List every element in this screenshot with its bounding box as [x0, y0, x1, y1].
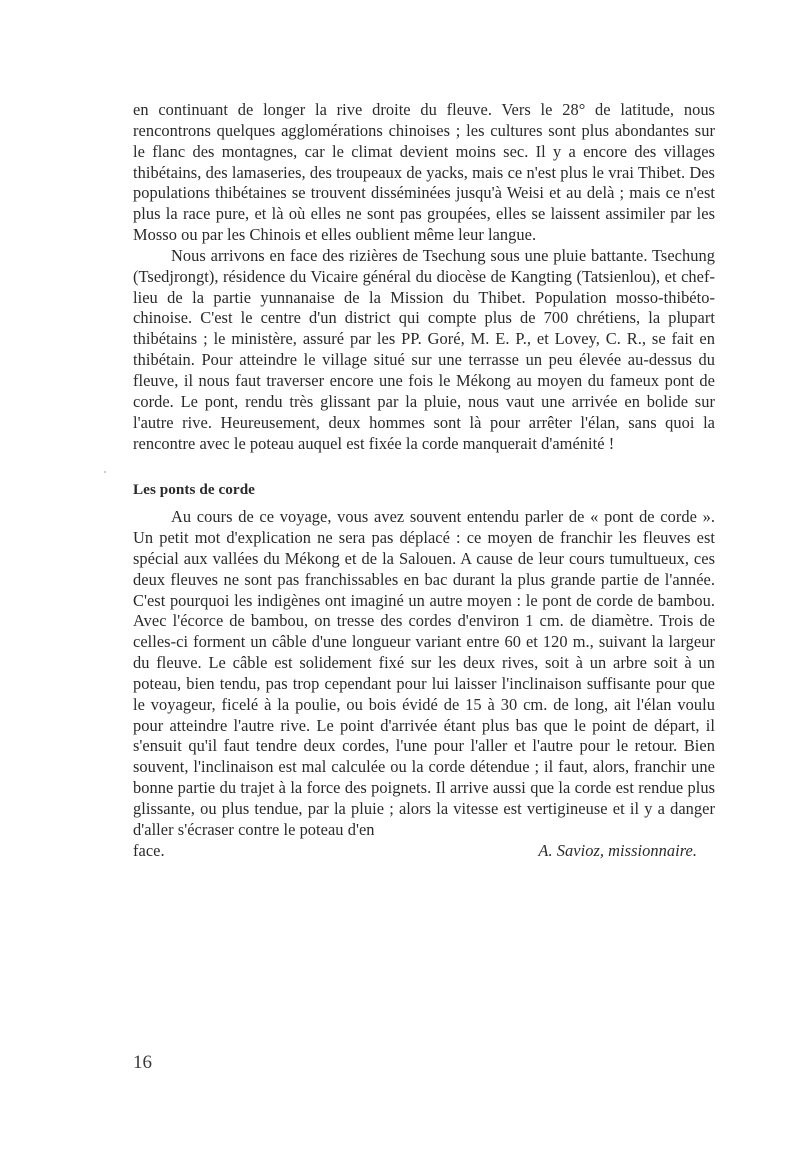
last-word: face. — [133, 840, 165, 860]
page-number: 16 — [133, 1052, 152, 1073]
author-signature: A. Savioz, missionnaire. — [538, 840, 697, 860]
body-text — [133, 100, 715, 862]
closing-line — [133, 841, 715, 862]
paragraph-1: en continuant de longer la rive droite du fleuve. Vers le 28° de latitude, nous rencontrons quelques agglomérations chinoises ; les cultures sont plus abondantes sur le flanc des montagnes, car le climat devient moins sec. Il y a encore des villages thibétains, des lamaseries, des troupeaux de yacks, mais ce n'est plus le vrai Thibet. Des populations thibétaines se trouvent disséminées jusqu'à Weisi et au delà ; mais ce n'est plus la race pure, et là où elles ne sont pas groupées, elles se laissent assimiler par les Mosso ou par les Chinois et elles oublient même leur langue. — [133, 100, 715, 245]
section-heading: Les ponts de corde — [133, 481, 255, 499]
paragraph-3: Au cours de ce voyage, vous avez souvent entendu parler de « pont de corde ». Un petit mot d'explication ne sera pas déplacé : ce moyen de franchir les fleuves est spécial aux vallées du Mékong et de la Salouen. A cause de leur cours tumultueux, ces deux fleuves ne sont pas franchissables en bac durant la plus grande partie de l'année. C'est pourquoi les indigènes ont imaginé un autre moyen : le pont de corde de bambou. Avec l'écorce de bambou, on tresse des cordes d'environ 1 cm. de diamètre. Trois de celles-ci forment un câble d'une longueur variant entre 60 et 120 m., suivant la largeur du fleuve. Le câble est solidement fixé sur les deux rives, soit à un arbre soit à un poteau, bien tendu, pas trop cependant pour lui laisser l'inclinaison suffisante pour que le voyageur, ficelé à la poulie, ou bois évidé de 15 à 30 cm. de long, ait l'élan voulu pour atteindre l'autre rive. Le point d'arrivée étant plus bas que le point de départ, il s'ensuit qu'il faut tendre deux cordes, l'une pour l'aller et l'autre pour le retour. Bien souvent, l'inclinaison est mal calculée ou la corde détendue ; il faut, alors, franchir une bonne partie du trajet à la force des poignets. Il arrive aussi que la corde est rendue plus glissante, ou plus tendue, par la pluie ; alors la vitesse est vertigineuse et il y a danger d'aller s'écraser contre le poteau d'en — [133, 507, 715, 839]
paragraph-2: Nous arrivons en face des rizières de Tsechung sous une pluie battante. Tsechung (Tsedjrongt), résidence du Vicaire général du diocèse de Kangting (Tatsienlou), et chef-lieu de la partie yunnanaise de la Mission du Thibet. Population mosso-thibéto-chinoise. C'est le centre d'un district qui compte plus de 700 chrétiens, la plupart thibétains ; le ministère, assuré par les PP. Goré, M. E. P., et Lovey, C. R., se fait en thibétain. Pour atteindre le village situé sur une terrasse un peu élevée au-dessus du fleuve, il nous faut traverser encore une fois le Mékong au moyen du fameux pont de corde. Le pont, rendu très glissant par la pluie, nous vaut une arrivée en bolide sur l'autre rive. Heureusement, deux hommes sont là pour arrêter l'élan, sans quoi la rencontre avec le poteau auquel est fixée la corde manquerait d'aménité ! — [133, 245, 715, 453]
paper-speck — [104, 471, 106, 473]
